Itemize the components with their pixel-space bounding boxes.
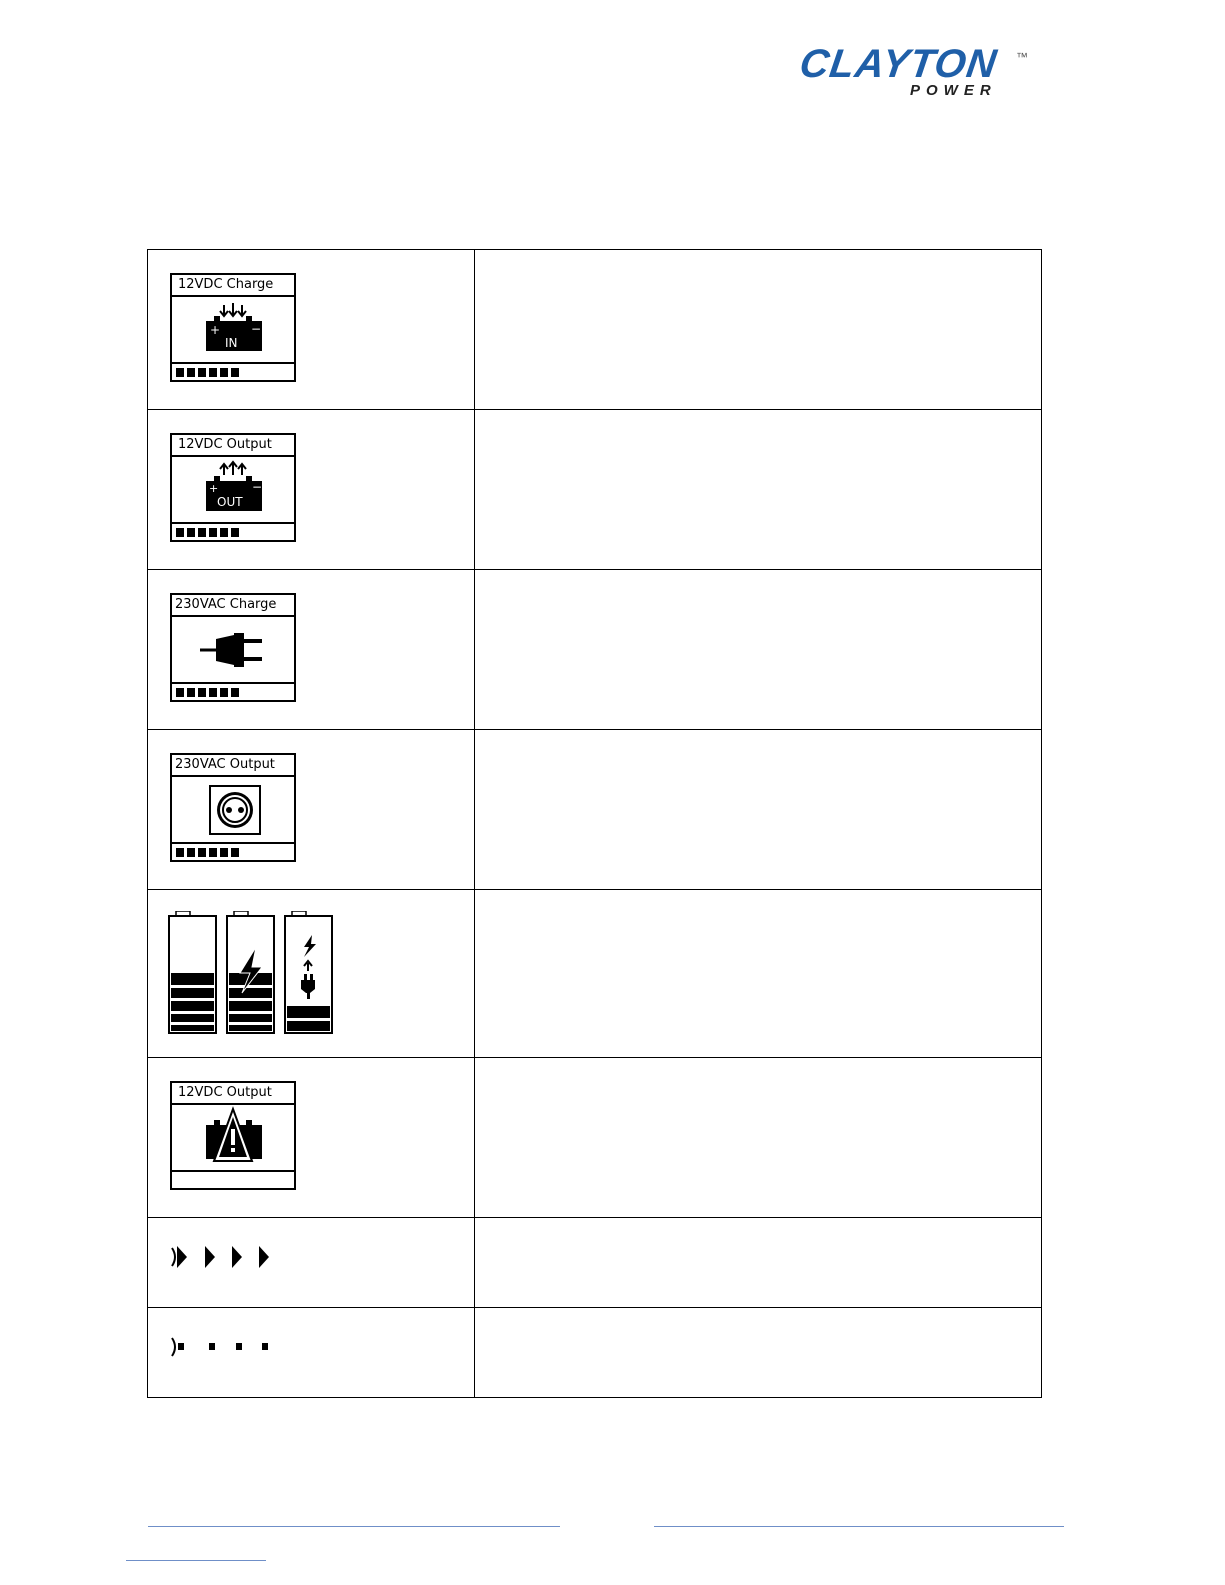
icon-cell bbox=[148, 1308, 475, 1398]
battery-levels-icon bbox=[168, 911, 348, 1041]
icon-cell bbox=[148, 730, 475, 890]
output-level-arrows-icon bbox=[170, 1244, 310, 1284]
level-bar bbox=[172, 362, 294, 380]
svg-text:+: + bbox=[210, 323, 221, 337]
svg-text:OUT: OUT bbox=[217, 495, 243, 509]
lcd-title: 230VAC Charge bbox=[172, 595, 294, 617]
description-cell bbox=[475, 570, 1042, 730]
description-cell bbox=[475, 1218, 1042, 1308]
battery-in-icon bbox=[172, 297, 294, 362]
description-cell bbox=[475, 1308, 1042, 1398]
footer-rule-right bbox=[654, 1526, 1064, 1527]
description-cell bbox=[475, 1058, 1042, 1218]
table-row bbox=[148, 570, 1042, 730]
battery-warning-icon bbox=[172, 1105, 294, 1170]
clayton-power-logo bbox=[796, 42, 1040, 104]
output-level-dots-icon bbox=[170, 1334, 310, 1374]
icon-cell bbox=[148, 410, 475, 570]
logo-subline: POWER bbox=[910, 82, 997, 99]
table-row bbox=[148, 1308, 1042, 1398]
svg-text:+: + bbox=[209, 482, 219, 495]
lcd-screen bbox=[170, 1081, 296, 1190]
svg-text:IN: IN bbox=[225, 336, 238, 350]
level-bar bbox=[172, 522, 294, 540]
socket-icon bbox=[172, 777, 294, 842]
plug-icon bbox=[172, 617, 294, 682]
lcd-title: 12VDC Output bbox=[172, 435, 294, 457]
table-row bbox=[148, 730, 1042, 890]
table-row bbox=[148, 890, 1042, 1058]
footer-link-underline bbox=[126, 1560, 266, 1561]
footer-rule-left bbox=[148, 1526, 560, 1527]
lcd-title: 12VDC Output bbox=[172, 1083, 294, 1105]
description-cell bbox=[475, 250, 1042, 410]
icon-cell bbox=[148, 1218, 475, 1308]
logo-trademark: ™ bbox=[1016, 50, 1028, 64]
description-cell bbox=[475, 730, 1042, 890]
lcd-title: 230VAC Output bbox=[172, 755, 294, 777]
lcd-screen bbox=[170, 593, 296, 702]
svg-text:−: − bbox=[252, 480, 263, 494]
level-bar bbox=[172, 842, 294, 860]
table-row bbox=[148, 250, 1042, 410]
icon-cell bbox=[148, 250, 475, 410]
lcd-screen bbox=[170, 433, 296, 542]
icon-cell bbox=[148, 890, 475, 1058]
description-cell bbox=[475, 890, 1042, 1058]
lcd-screen bbox=[170, 273, 296, 382]
level-bar bbox=[172, 682, 294, 700]
table-row bbox=[148, 1218, 1042, 1308]
lcd-title: 12VDC Charge bbox=[172, 275, 294, 297]
icon-cell bbox=[148, 1058, 475, 1218]
battery-out-icon bbox=[172, 457, 294, 522]
lcd-screen bbox=[170, 753, 296, 862]
display-icons-table bbox=[147, 249, 1042, 1398]
level-bar bbox=[172, 1170, 294, 1188]
table-row bbox=[148, 410, 1042, 570]
svg-text:−: − bbox=[251, 322, 262, 336]
description-cell bbox=[475, 410, 1042, 570]
table-row bbox=[148, 1058, 1042, 1218]
logo-wordmark: CLAYTON bbox=[796, 42, 1000, 86]
icon-cell bbox=[148, 570, 475, 730]
